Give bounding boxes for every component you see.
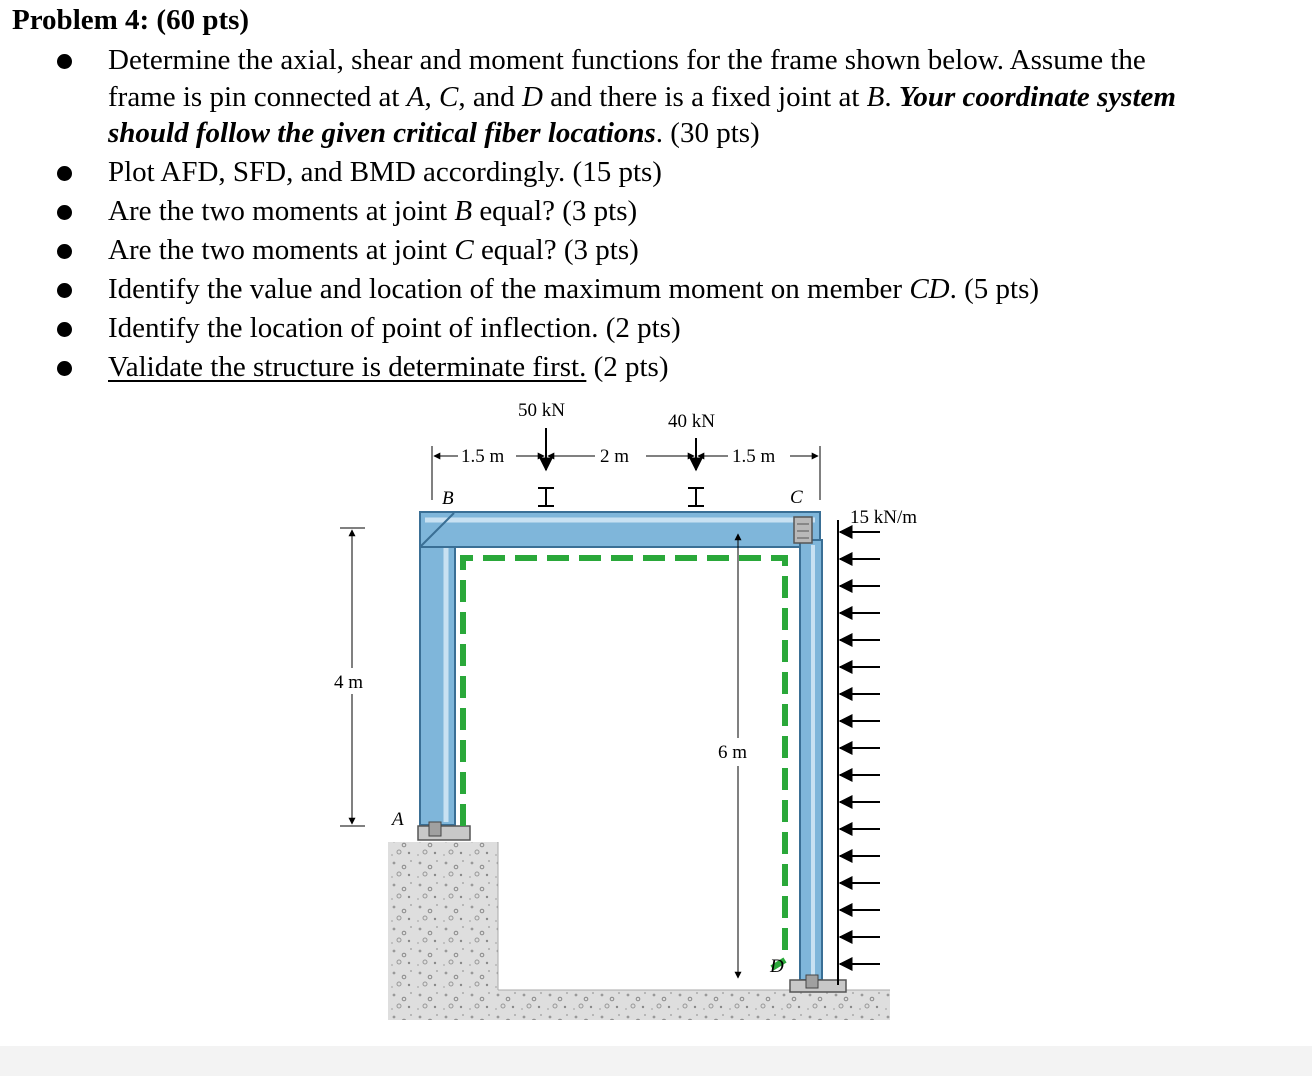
distributed-load — [838, 520, 880, 985]
bottom-strip — [0, 1046, 1312, 1076]
critical-fiber-line — [463, 558, 785, 968]
dim-1: 1.5 m — [461, 446, 505, 467]
member-ab — [420, 515, 455, 825]
point-load-50kn — [538, 428, 554, 506]
bullet2-text: Plot AFD, SFD, and BMD accordingly. (15 pts) — [108, 156, 662, 188]
dim-3: 1.5 m — [732, 446, 776, 467]
label-c: C — [790, 487, 803, 508]
bullet1-line3: should follow the given critical fiber locations. (30 pts) — [108, 117, 760, 149]
height-left-label: 4 m — [334, 672, 364, 693]
height-right-label: 6 m — [718, 742, 748, 763]
label-a: A — [392, 809, 404, 830]
bullet-moments-at-b: Are the two moments at joint B equal? (3 pts) — [0, 193, 1300, 230]
bullet7-underlined: Validate the structure is determinate first. — [108, 351, 587, 383]
bullet-moments-at-c: Are the two moments at joint C equal? (3 pts) — [0, 232, 1300, 269]
dim-2: 2 m — [600, 446, 630, 467]
bullet-max-moment-cd: Identify the value and location of the maximum moment on member CD. (5 pts) — [0, 271, 1300, 308]
label-b: B — [442, 488, 454, 509]
load-right-label: 40 kN — [668, 411, 715, 432]
load-left-label: 50 kN — [518, 400, 565, 421]
label-d: D — [770, 956, 784, 977]
bullet6-text: Identify the location of point of inflection. (2 pts) — [108, 312, 681, 344]
point-load-40kn — [688, 438, 704, 506]
member-bc — [420, 512, 820, 547]
bullet1-line1: Determine the axial, shear and moment functions for the frame shown below. Assume the — [108, 44, 1146, 76]
pin-c — [794, 517, 812, 543]
bullet-validate-determinate: Validate the structure is determinate first. (2 pts) — [0, 349, 1300, 386]
problem-title: Problem 4: (60 pts) — [12, 4, 250, 36]
dist-load-label: 15 kN/m — [850, 507, 918, 528]
bullet1-line2: frame is pin connected at A, C, and D and there is a fixed joint at B. Your coordinate system — [108, 80, 1176, 113]
